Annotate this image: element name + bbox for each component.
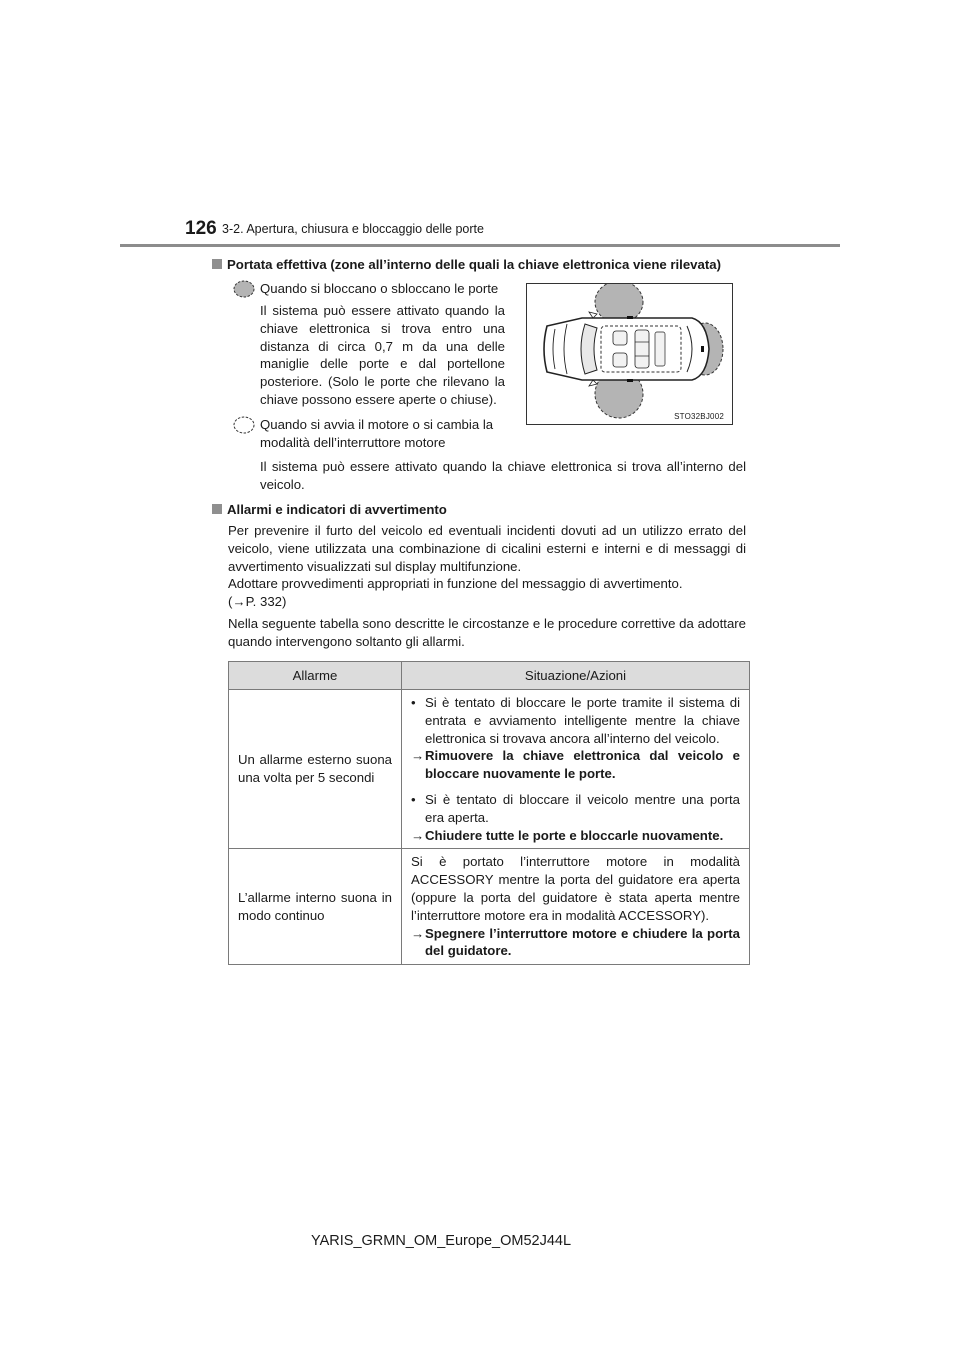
range-heading-text: Portata effettiva (zone all’interno delle quali la chiave elettronica viene rilevata) [227,257,721,272]
bullet-mark: • [411,695,416,710]
alarms-para1 [228,522,746,611]
action-text: Spegnere l’interruttore motore e chiudere la porta del guidatore. [425,925,740,959]
alarms-heading [212,501,752,519]
situation-cell [402,690,750,849]
arrow-icon: → [411,925,425,941]
situation-text: Si è tentato di bloccare il veicolo mentre una porta era aperta. [425,791,740,825]
header-rule [120,244,840,247]
alarms-para2: Nella seguente tabella sono descritte le circostanze e le procedure correttive da adottare quando intervengono soltanto gli allarmi. [228,616,746,649]
table-row [229,690,750,849]
range-heading [212,256,752,274]
indoor-zone-icon [233,416,255,434]
document-code: YARIS_GRMN_OM_Europe_OM52J44L [311,1233,572,1249]
alarms-heading-text: Allarmi e indicatori di avvertimento [227,502,447,517]
alarm-cell: L’allarme interno suona in modo continuo [229,849,402,965]
alarms-para1-line: Per prevenire il furto del veicolo ed eventuali incidenti dovuti ad un utilizzo errato del veicolo, viene utilizzata una combinazione di cicalini esterni e interni e di messaggi di avvertimento visualizzati sul display multifunzione. [228,523,746,574]
zone-lock-title: Quando si bloccano o sbloccano le porte [260,281,499,296]
outdoor-zone-icon [233,280,255,298]
section-square-icon [212,259,222,269]
table-header-row [229,662,750,690]
arrow-icon: → [411,748,425,764]
page-reference: (→P. 332) [228,594,287,610]
bullet-mark: • [411,791,416,807]
action-item [411,747,740,783]
alarms-table [228,661,750,965]
situation-text: Si è portato l’interruttore motore in modalità ACCESSORY mentre la porta del guidatore era aperta (oppure la porta del guidatore è stata aperta mentre l’interruttore motore era in modalità ACCESSORY). [411,854,740,923]
running-header: 3-2. Apertura, chiusura e bloccaggio delle porte [222,222,484,236]
zone-lock-text: Il sistema può essere attivato quando la chiave elettronica si trova entro una distanza di circa 0,7 m da una delle maniglie delle porte e dal portellone posteriore. (Solo le porte che rilevano la chiave possono essere aperte o chiuse). [260,303,505,407]
situation-item [411,694,740,747]
situation-cell [402,849,750,965]
action-text: Rimuovere la chiave elettronica dal veicolo e bloccare nuovamente le porte. [425,748,740,782]
section-square-icon [212,504,222,514]
arrow-icon: → [411,827,425,843]
situation-item [411,791,740,827]
header-alarm: Allarme [229,662,402,690]
action-item [411,827,740,845]
page-number: 126 [185,218,217,239]
zone-start-title: Quando si avvia il motore o si cambia la modalità dell’interruttore motore [260,417,494,450]
action-text: Chiudere tutte le porte e bloccarle nuovamente. [425,827,724,843]
car-top-view-illustration [527,284,732,424]
zone-start-text: Il sistema può essere attivato quando la chiave elettronica si trova all’interno del veicolo. [260,459,746,492]
action-item [411,925,740,961]
figure-code: STO32BJ002 [674,412,724,421]
situation-text: Si è tentato di bloccare le porte tramite il sistema di entrata e avviamento intelligente mentre la chiave elettronica si trovava ancora all’interno del veicolo. [425,695,740,746]
table-row [229,849,750,965]
alarm-cell: Un allarme esterno suona una volta per 5 secondi [229,690,402,849]
detection-range-figure [526,283,733,425]
header-situation: Situazione/Azioni [402,662,750,690]
alarms-para1-line: Adottare provvedimenti appropriati in funzione del messaggio di avvertimento. [228,576,683,592]
